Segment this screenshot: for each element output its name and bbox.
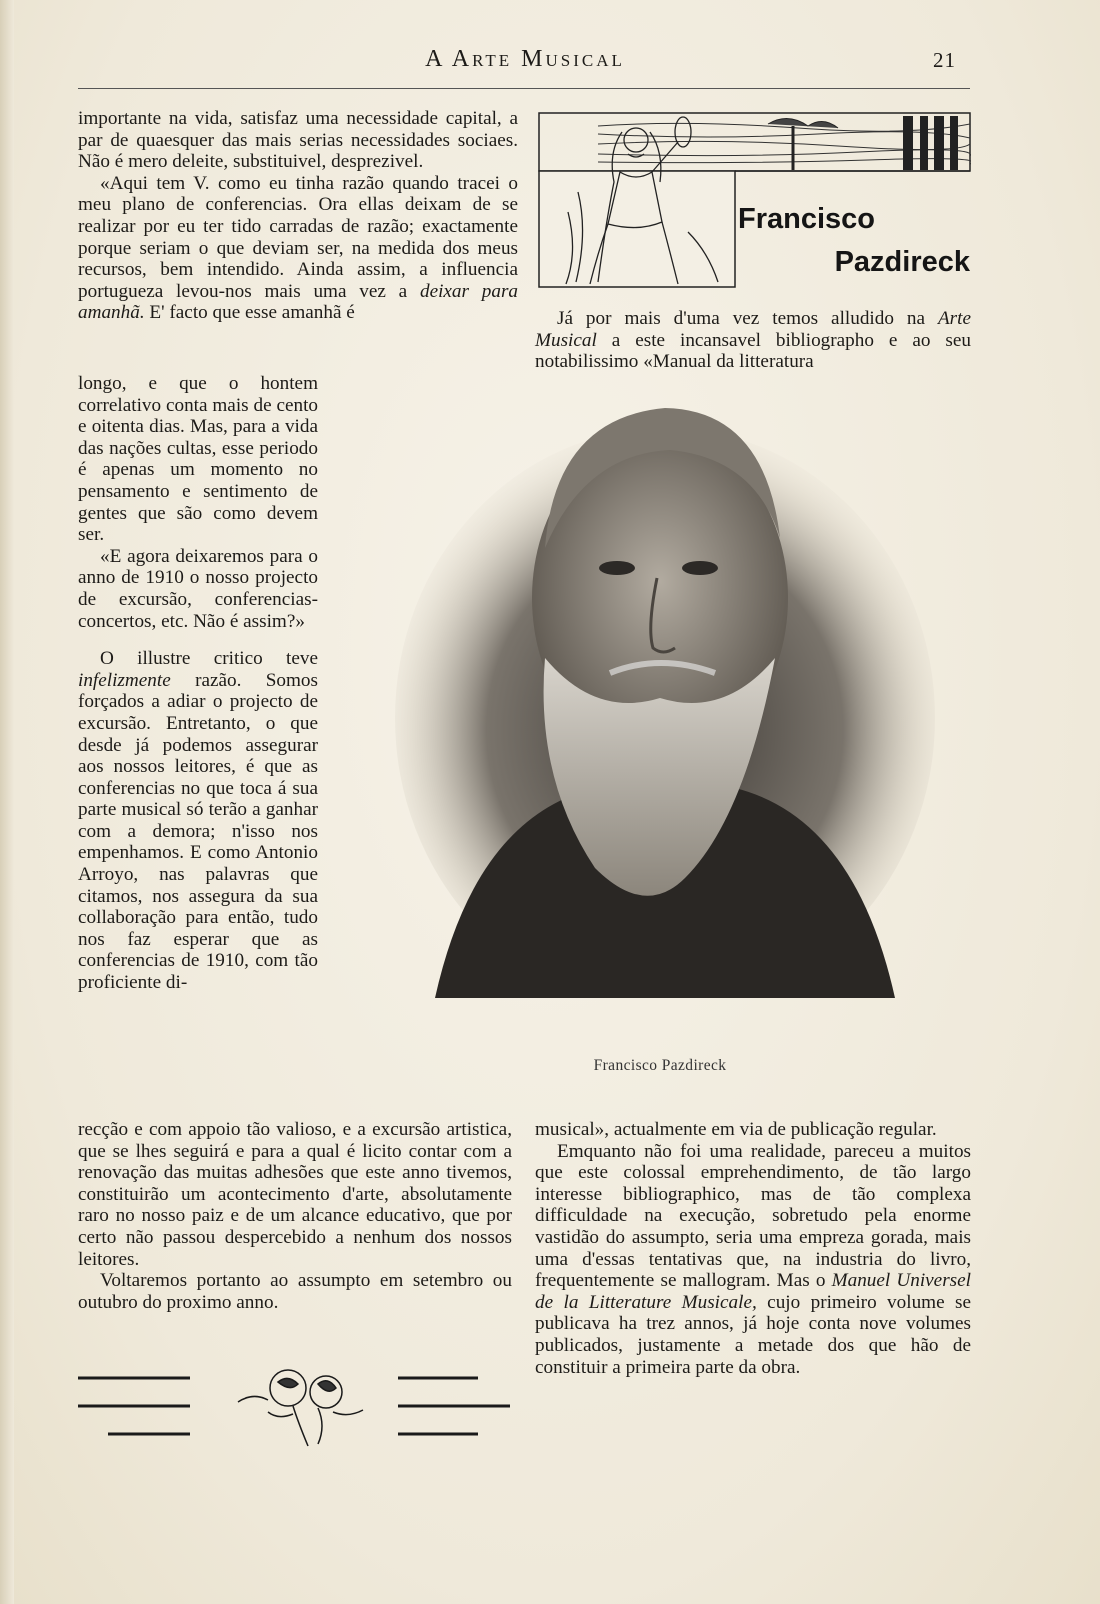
quote-text-cont: E' facto que esse amanhã é	[144, 302, 355, 324]
intro-italic: Arte Musical	[535, 308, 971, 351]
paragraph: recção e com appoio tão valioso, e a excursão artistica, que se lhes seguirá e para a qual é licito contar com a renovação das muitas adhesões que este anno tivemos, constituirão um acontecimento d'arte, absolutamente raro no nosso paiz e de um alcance educativo, que por certo não passou despercebido a nenhum dos nossos leitores.	[78, 1119, 512, 1270]
para-start: O illustre critico teve	[100, 648, 318, 670]
italic-phrase: deixar para amanhã.	[78, 280, 519, 324]
running-head	[80, 44, 970, 80]
article-title-line2: Pazdireck	[834, 246, 970, 278]
page-number: 21	[933, 48, 956, 72]
left-column-narrow	[78, 373, 318, 994]
paragraph	[535, 1141, 971, 1379]
paragraph	[78, 648, 318, 994]
para2-start: Emquanto não foi uma realidade, pareceu a muitos que este colossal emprehendimento, de tão largo interesse bibliographico, mas de tão complexa difficuldade na execução, sobretudo pela enorme vastidão do assumpto, seria uma empreza gorada, mais uma d'essas tentativas que, na industria do livro, frequentemente se mallogram. Mas o	[535, 1140, 971, 1292]
intro-start: Já por mais d'uma vez temos alludido na	[557, 308, 925, 329]
right-column-bottom	[535, 1119, 971, 1378]
page-edge-shadow	[0, 0, 14, 1604]
right-column-top	[535, 308, 971, 373]
left-column-bottom	[78, 1119, 512, 1313]
header-rule	[78, 88, 970, 89]
left-column-top	[78, 108, 518, 324]
para2-italic: Manuel Universel de la Litterature Musicale,	[535, 1270, 971, 1313]
quote-text: «Aqui tem V. como eu tinha razão quando tracei o meu plano de conferencias. Ora ellas deixam de se realizar por eu ter tido carradas de razão; exactamente porque seriam o que deviam ser, na medida dos meus recursos, bem intendido. Ainda assim, a influencia portugueza levou-nos mais uma vez a	[78, 172, 518, 302]
paragraph: «E agora deixaremos para o anno de 1910 o nosso projecto de excursão, conferencias-concertos, etc. Não é assim?»	[78, 545, 318, 632]
paragraph: importante na vida, satisfaz uma necessidade capital, a par de quaesquer das mais serias necessidades sociaes. Não é mero deleite, substituivel, desprezivel.	[78, 108, 518, 173]
paragraph: longo, e que o hontem correlativo conta mais de cento e oitenta dias. Mas, para a vida das nações cultas, esse periodo é apenas um momento no pensamento e sentimento de gentes que são como devem ser.	[78, 373, 318, 546]
paragraph: Voltaremos portanto ao assumpto em setembro ou outubro do proximo anno.	[78, 1270, 512, 1313]
article-title-line1: Francisco	[738, 203, 875, 235]
portrait-photo	[395, 398, 935, 998]
para-rest: razão. Somos forçados a adiar o projecto de excursão. Entretanto, o que desde já podemos assegurar aos nossos leitores, é que as conferencias no que toca á sua parte musical só terão a ganhar com a demora; n'isso nos empenhamos. E como Antonio Arroyo, nas palavras que citamos, nos assegura da sua collaboração para então, tudo nos faz esperar que as conferencias de 1910, com tão proficiente di-	[78, 669, 318, 994]
paragraph	[535, 308, 971, 373]
journal-title: A Arte Musical	[425, 46, 625, 72]
floral-tailpiece-ornament	[78, 1362, 510, 1452]
para2-rest: cujo primeiro volume se publicava ha trez annos, já hoje conta nove volumes publicados, justamente a metade dos que hão de constituir a primeira parte da obra.	[535, 1291, 971, 1378]
intro-rest: a este incansavel bibliographo e ao seu notabilissimo «Manual da litteratura	[535, 329, 971, 373]
portrait-caption: Francisco Pazdireck	[593, 1057, 727, 1074]
paragraph: musical», actualmente em via de publicação regular.	[535, 1119, 937, 1140]
paragraph	[78, 173, 518, 324]
article-title	[738, 198, 970, 284]
italic-word: infelizmente	[78, 669, 171, 691]
